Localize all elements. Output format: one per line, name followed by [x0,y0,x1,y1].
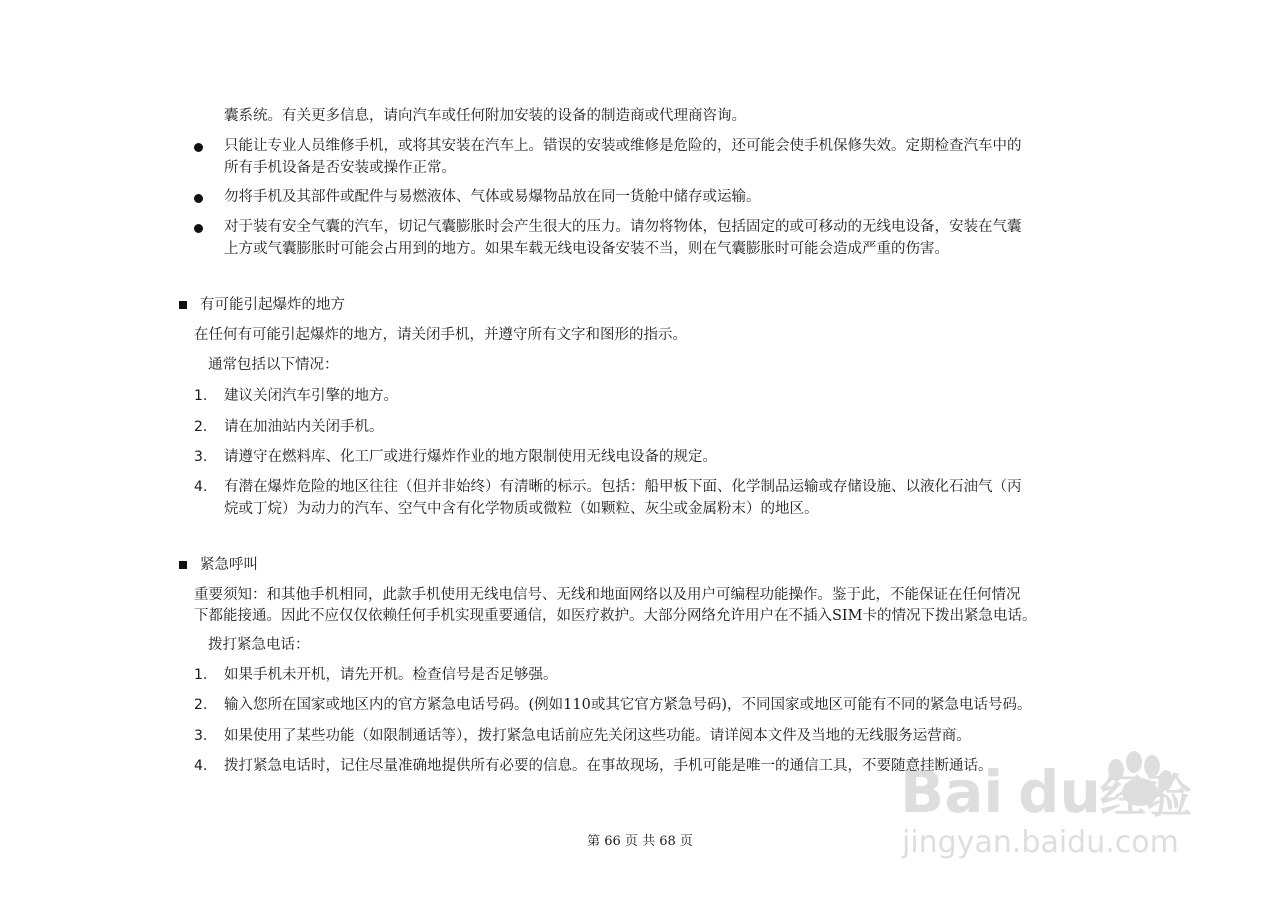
list-number: 2. [194,419,208,435]
list-item: 建议关闭汽车引擎的地方。 [224,388,398,404]
list-item: 输入您所在国家或地区内的官方紧急电话号码。(例如110或其它官方紧急号码)，不同国家或地区可能有不同的紧急电话号码。 [224,697,1032,713]
list-item: 拨打紧急电话时，记住尽量准确地提供所有必要的信息。在事故现场，手机可能是唯一的通信工具，不要随意挂断通话。 [224,758,993,774]
bullet-text: 所有手机设备是否安装或操作正常。 [224,160,456,176]
section-heading: 紧急呼叫 [200,557,258,573]
section-intro: 重要须知：和其他手机相同，此款手机使用无线电信号、无线和地面网络以及用户可编程功能操作。鉴于此，不能保证在任何情况 [194,587,1021,603]
section-intro: 在任何有可能引起爆炸的地方，请关闭手机，并遵守所有文字和图形的指示。 [194,327,687,343]
list-number: 4. [194,479,208,495]
svg-text:du: du [1018,758,1101,826]
list-number: 3. [194,449,208,465]
page-footer: 第 66 页 共 68 页 [587,834,693,849]
section-marker-square [179,301,187,309]
section-intro: 下都能接通。因此不应仅仅依赖任何手机实现重要通信，如医疗救护。大部分网络允许用户在不插入SIM卡的情况下拨出紧急电话。 [194,608,1037,624]
svg-text:jingyan.baidu.com: jingyan.baidu.com [902,825,1179,860]
section-marker-square [179,561,187,569]
bullet-text: 上方或气囊膨胀时可能会占用到的地方。如果车载无线电设备安装不当，则在气囊膨胀时可能会造成严重的伤害。 [224,241,949,257]
list-number: 1. [194,667,208,683]
bullet-text: 对于装有安全气囊的汽车，切记气囊膨胀时会产生很大的压力。请勿将物体，包括固定的或可移动的无线电设备，安装在气囊 [224,219,1022,235]
paragraph-continuation: 囊系统。有关更多信息，请向汽车或任何附加安装的设备的制造商或代理商咨询。 [224,108,746,124]
bullet-text: 只能让专业人员维修手机，或将其安装在汽车上。错误的安装或维修是危险的，还可能会使手机保修失效。定期检查汽车中的 [224,138,1022,154]
svg-text:经验: 经验 [1100,769,1192,823]
list-item: 如果使用了某些功能（如限制通话等），拨打紧急电话前应先关闭这些功能。请详阅本文件及当地的无线服务运营商。 [224,728,971,744]
section-subheading: 拨打紧急电话： [208,637,310,653]
list-number: 2. [194,697,208,713]
bullet-text: 勿将手机及其部件或配件与易燃液体、气体或易爆物品放在同一货舱中储存或运输。 [224,189,761,205]
list-number: 4. [194,758,208,774]
bullet-dot [194,194,203,203]
section-subheading: 通常包括以下情况： [208,357,339,373]
bullet-dot [194,224,203,233]
baidu-jingyan-watermark-icon [900,740,1250,865]
list-item: 有潜在爆炸危险的地区往往（但并非始终）有清晰的标示。包括：船甲板下面、化学制品运输或存储设施、以液化石油气（丙 [224,479,1022,495]
list-item-continuation: 烷或丁烷）为动力的汽车、空气中含有化学物质或微粒（如颗粒、灰尘或金属粉末）的地区。 [224,501,819,517]
list-number: 1. [194,388,208,404]
section-heading: 有可能引起爆炸的地方 [200,297,345,313]
list-number: 3. [194,728,208,744]
list-item: 请遵守在燃料库、化工厂或进行爆炸作业的地方限制使用无线电设备的规定。 [224,449,717,465]
svg-text:Bai: Bai [900,758,1004,826]
bullet-dot [194,143,203,152]
list-item: 请在加油站内关闭手机。 [224,419,384,435]
list-item: 如果手机未开机，请先开机。检查信号是否足够强。 [224,667,558,683]
